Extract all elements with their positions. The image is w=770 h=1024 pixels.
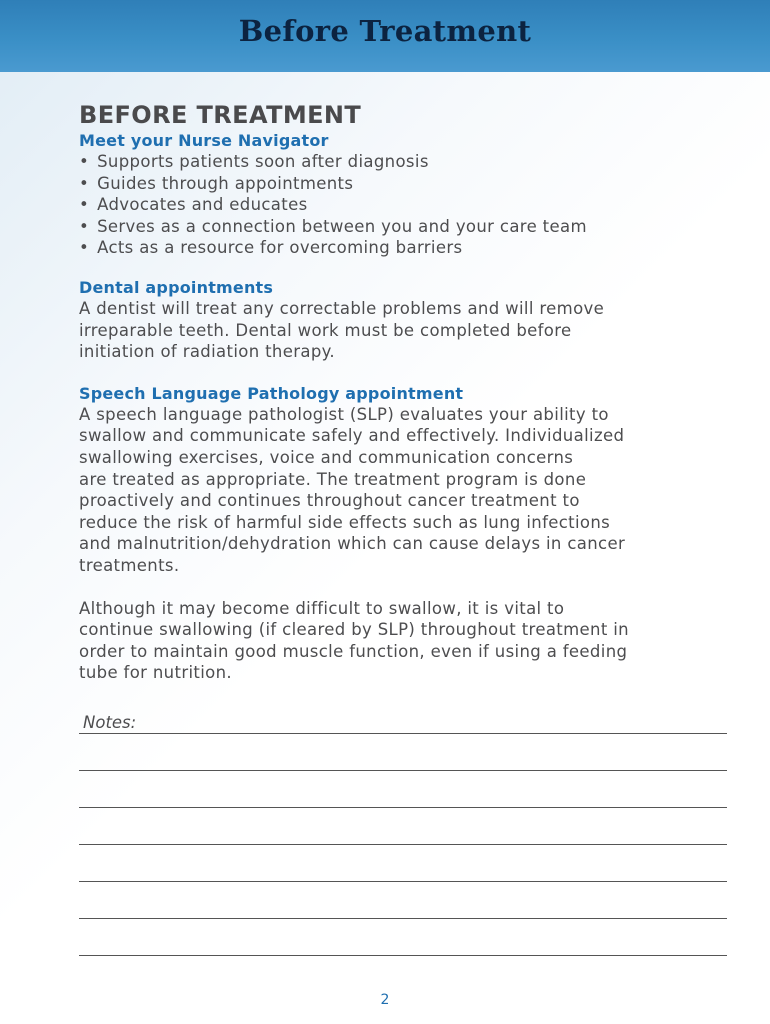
slp-heading: Speech Language Pathology appointment: [79, 383, 464, 403]
text-line: and malnutrition/dehydration which can cause delays in cancer: [79, 534, 626, 554]
list-item: • Supports patients soon after diagnosis: [79, 151, 739, 173]
page-number: 2: [380, 992, 390, 1008]
header-banner: [0, 0, 770, 72]
slp-text: [79, 404, 739, 577]
notes-line[interactable]: [79, 919, 727, 956]
text-line: reduce the risk of harmful side effects such as lung infections: [79, 512, 611, 532]
main-content: [79, 100, 739, 956]
section-heading: BEFORE TREATMENT: [79, 101, 362, 129]
text-line: swallow and communicate safely and effectively. Individualized: [79, 426, 625, 446]
dental-heading: Dental appointments: [79, 277, 274, 297]
notes-area: [79, 706, 727, 956]
text-line: proactively and continues throughout cancer treatment to: [79, 491, 580, 511]
text-line: treatments.: [79, 555, 180, 575]
list-item: • Advocates and educates: [79, 194, 739, 216]
notes-line[interactable]: [79, 706, 727, 734]
text-line: continue swallowing (if cleared by SLP) throughout treatment in: [79, 620, 629, 640]
text-line: irreparable teeth. Dental work must be completed before: [79, 320, 572, 340]
text-line: order to maintain good muscle function, even if using a feeding: [79, 641, 628, 661]
text-line: swallowing exercises, voice and communication concerns: [79, 447, 574, 467]
slp-section: [79, 383, 739, 684]
dental-text: [79, 298, 739, 363]
nurse-navigator-section: [79, 130, 739, 259]
notes-line[interactable]: [79, 845, 727, 882]
notes-label: Notes:: [83, 712, 137, 732]
list-item: • Acts as a resource for overcoming barriers: [79, 237, 739, 259]
notes-line[interactable]: [79, 882, 727, 919]
dental-section: [79, 277, 739, 363]
notes-line[interactable]: [79, 771, 727, 808]
nurse-navigator-heading: Meet your Nurse Navigator: [79, 131, 329, 150]
text-line: initiation of radiation therapy.: [79, 342, 336, 362]
text-line: A dentist will treat any correctable problems and will remove: [79, 298, 605, 318]
list-item: • Serves as a connection between you and your care team: [79, 216, 739, 238]
page-title: Before Treatment: [238, 14, 532, 48]
text-line: are treated as appropriate. The treatment program is done: [79, 469, 587, 489]
text-line: tube for nutrition.: [79, 663, 232, 683]
swallow-text: [79, 598, 739, 684]
notes-line[interactable]: [79, 734, 727, 771]
text-line: Although it may become difficult to swallow, it is vital to: [79, 598, 565, 618]
nurse-navigator-list: [79, 151, 739, 259]
notes-line[interactable]: [79, 808, 727, 845]
text-line: A speech language pathologist (SLP) evaluates your ability to: [79, 404, 609, 424]
list-item: • Guides through appointments: [79, 173, 739, 195]
